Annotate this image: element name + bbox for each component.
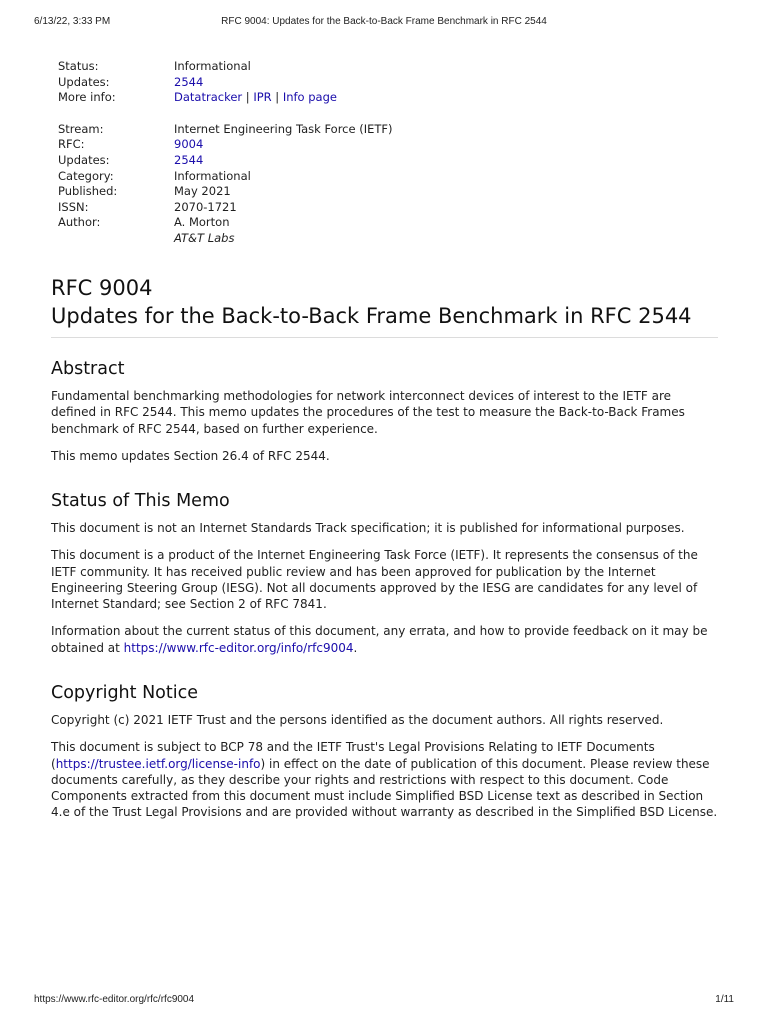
rfc-number-link[interactable]: 9004 [174,137,204,152]
meta-value: Informational [174,59,251,73]
meta-value: 2070-1721 [174,199,237,214]
meta-row-more-info [58,90,393,106]
updates-rfc-link[interactable]: 2544 [174,152,204,167]
updates-link[interactable]: 2544 [174,74,204,89]
document-metadata [58,59,393,247]
meta-row-issn [58,200,393,216]
abstract-section [51,358,718,464]
author-organization: AT&T Labs [174,230,235,245]
print-url: https://www.rfc-editor.org/rfc/rfc9004 [34,994,195,1005]
license-info-link[interactable]: https://trustee.ietf.org/license-info [55,756,261,771]
print-title: RFC 9004: Updates for the Back-to-Back Frame Benchmark in RFC 2544 [221,16,547,27]
meta-label: Updates: [58,152,110,167]
meta-label: Stream: [58,121,104,136]
meta-label: Updates: [58,74,110,89]
meta-label: Status: [58,59,99,73]
meta-label: Category: [58,168,114,183]
copyright-paragraph: Copyright (c) 2021 IETF Trust and the persons identified as the document authors. All rights reserved. [51,713,664,727]
page-number: 1/11 [715,994,734,1005]
print-date: 6/13/22, 3:33 PM [34,16,111,27]
status-paragraph-link: Information about the current status of this document, any errata, and how to provide feedback on it may be obtained at https://www.rfc-editor.org/info/rfc9004. [51,624,708,655]
separator: | [245,90,250,105]
meta-row-stream [58,122,393,138]
title-text: Updates for the Back-to-Back Frame Benchmark in RFC 2544 [51,304,692,328]
meta-row-author [58,215,393,231]
title-rfc-number: RFC 9004 [51,276,153,300]
meta-row-author-org [58,231,393,247]
meta-row-status [58,59,393,75]
copyright-paragraph-link: This document is subject to BCP 78 and the IETF Trust's Legal Provisions Relating to IETF Documents (https://trustee.ietf.org/license-info) in effect on the date of publication of this document. Please review these documents carefully, as they describe your rights and restrictions with respect to this document. Code Components extracted from this document must include Simplified BSD License text as described in Section 4.e of the Trust Legal Provisions and are provided without warranty as described in the Simplified BSD License. [51,740,718,820]
section-heading-status: Status of This Memo [51,491,230,511]
meta-row-updates [58,75,393,91]
copyright-section [51,682,718,821]
status-memo-section [51,490,718,656]
status-paragraph: This document is not an Internet Standards Track specification; it is published for informational purposes. [51,521,685,535]
meta-row-published [58,184,393,200]
document-title [51,274,692,330]
meta-value: May 2021 [174,184,231,199]
separator: | [275,90,280,105]
info-page-link[interactable]: Info page [282,90,337,105]
status-paragraph: This document is a product of the Internet Engineering Task Force (IETF). It represents the consensus of the IETF community. It has received public review and has been approved for publication by the Internet Engineering Steering Group (IESG). Not all documents approved by the IESG are candidates for any level of Internet Standard; see Section 2 of RFC 7841. [51,548,698,612]
meta-label: RFC: [58,137,85,152]
meta-label: Author: [58,215,101,230]
ipr-link[interactable]: IPR [253,90,272,105]
meta-row-category [58,169,393,185]
meta-label: ISSN: [58,199,89,214]
section-heading-copyright: Copyright Notice [51,683,198,703]
title-divider [51,337,718,338]
meta-row-rfc [58,137,393,153]
meta-row-updates-2 [58,153,393,169]
meta-label: More info: [58,90,116,105]
abstract-paragraph: This memo updates Section 26.4 of RFC 2544. [51,448,330,463]
meta-value: Internet Engineering Task Force (IETF) [174,121,393,136]
meta-value: Informational [174,168,251,183]
more-info-links [174,90,337,106]
rfc-info-link[interactable]: https://www.rfc-editor.org/info/rfc9004 [123,640,354,655]
meta-label: Published: [58,184,118,199]
section-heading-abstract: Abstract [51,359,125,379]
author-name: A. Morton [174,215,230,230]
datatracker-link[interactable]: Datatracker [174,90,243,105]
abstract-paragraph: Fundamental benchmarking methodologies for network interconnect devices of interest to the IETF are defined in RFC 2544. This memo updates the procedures of the test to measure the Back-to-Back Frames benchmark of RFC 2544, based on further experience. [51,389,685,436]
